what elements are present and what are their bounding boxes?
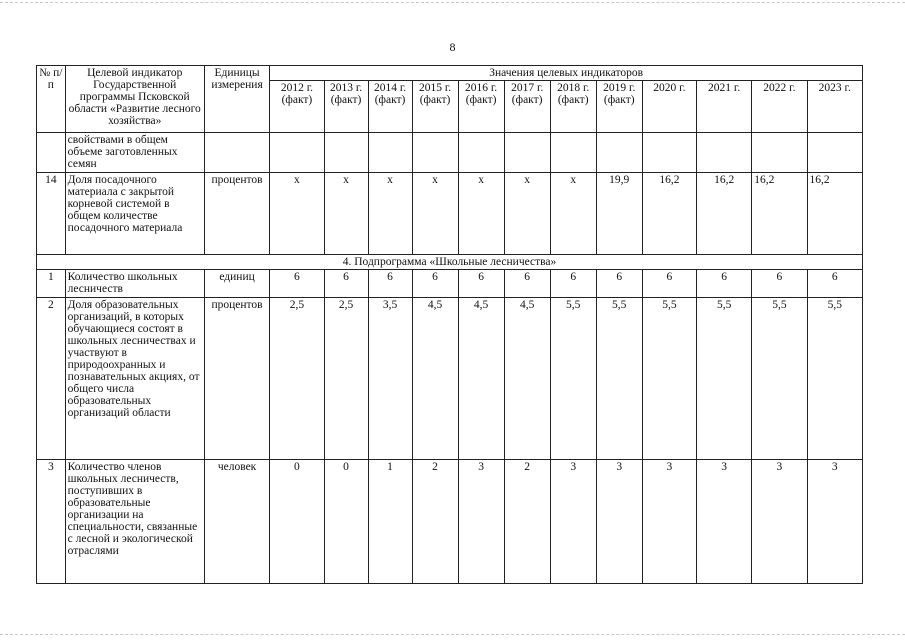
section-title-row xyxy=(37,255,863,270)
header-year: 2017 г. (факт) xyxy=(504,81,550,133)
row-value: 6 xyxy=(412,270,458,298)
row-value: 16,2 xyxy=(807,173,863,255)
row-num: 2 xyxy=(37,298,66,460)
row-value: 6 xyxy=(807,270,863,298)
row-value: 16,2 xyxy=(752,173,807,255)
row-value: 6 xyxy=(752,270,807,298)
row-value: 3 xyxy=(642,460,696,584)
row-value xyxy=(458,133,504,173)
row-value xyxy=(270,133,324,173)
row-indicator: Доля образовательных организаций, в которых обучающиеся состоят в школьных лесничествах и участвуют в природоохранных и познавательных акциях, от общего числа образовательных организаций области xyxy=(65,298,204,460)
row-value: 5,5 xyxy=(697,298,752,460)
row-value: 16,2 xyxy=(642,173,696,255)
row-value: х xyxy=(270,173,324,255)
row-unit xyxy=(204,133,269,173)
row-value: х xyxy=(368,173,412,255)
table-row-2 xyxy=(37,298,863,460)
row-value: 0 xyxy=(270,460,324,584)
scan-edge-bottom xyxy=(0,634,905,636)
row-value: 5,5 xyxy=(550,298,596,460)
row-value: 4,5 xyxy=(412,298,458,460)
row-value: 3,5 xyxy=(368,298,412,460)
row-value xyxy=(412,133,458,173)
table-row-continuation xyxy=(37,133,863,173)
row-value: 5,5 xyxy=(642,298,696,460)
header-year: 2023 г. xyxy=(807,81,863,133)
row-value: 5,5 xyxy=(596,298,642,460)
row-value: 6 xyxy=(270,270,324,298)
row-value xyxy=(368,133,412,173)
row-value: х xyxy=(412,173,458,255)
header-unit: Единицы измерения xyxy=(204,66,269,133)
row-indicator: Количество членов школьных лесничеств, поступивших в образовательные организации на специальности, связанные с лесной и экологической отраслями xyxy=(65,460,204,584)
row-value xyxy=(752,133,807,173)
row-num: 1 xyxy=(37,270,66,298)
row-value: 3 xyxy=(752,460,807,584)
row-value: 2,5 xyxy=(270,298,324,460)
header-year: 2012 г. (факт) xyxy=(270,81,324,133)
row-value: 6 xyxy=(368,270,412,298)
header-year: 2021 г. xyxy=(697,81,752,133)
row-value: 5,5 xyxy=(807,298,863,460)
row-indicator: свойствами в общем объеме заготовленных семян xyxy=(65,133,204,173)
header-row-1 xyxy=(37,66,863,81)
header-values-group: Значения целевых индикаторов xyxy=(270,66,863,81)
header-year: 2018 г. (факт) xyxy=(550,81,596,133)
table-row-14 xyxy=(37,173,863,255)
header-year: 2013 г. (факт) xyxy=(324,81,368,133)
row-value: 2 xyxy=(504,460,550,584)
row-value: 3 xyxy=(596,460,642,584)
row-value: х xyxy=(504,173,550,255)
row-value: 3 xyxy=(458,460,504,584)
row-value xyxy=(697,133,752,173)
row-value: 6 xyxy=(642,270,696,298)
section-title: 4. Подпрограмма «Школьные лесничества» xyxy=(37,255,863,270)
row-unit: процентов xyxy=(204,298,269,460)
row-value: 6 xyxy=(324,270,368,298)
header-indicator: Целевой индикатор Государственной программы Псковской области «Развитие лесного хозяйства» xyxy=(65,66,204,133)
row-value: 2,5 xyxy=(324,298,368,460)
row-value xyxy=(807,133,863,173)
row-value: 6 xyxy=(550,270,596,298)
row-unit: человек xyxy=(204,460,269,584)
row-value: 0 xyxy=(324,460,368,584)
table-row-1 xyxy=(37,270,863,298)
row-value: х xyxy=(324,173,368,255)
row-value xyxy=(596,133,642,173)
row-value: 4,5 xyxy=(458,298,504,460)
row-value: 5,5 xyxy=(752,298,807,460)
row-value xyxy=(550,133,596,173)
row-unit: единиц xyxy=(204,270,269,298)
row-value: 6 xyxy=(458,270,504,298)
row-value xyxy=(324,133,368,173)
row-indicator: Количество школьных лесничеств xyxy=(65,270,204,298)
header-year: 2016 г. (факт) xyxy=(458,81,504,133)
row-value xyxy=(504,133,550,173)
header-year: 2015 г. (факт) xyxy=(412,81,458,133)
row-unit: процентов xyxy=(204,173,269,255)
target-indicators-table xyxy=(36,65,863,584)
row-value: 3 xyxy=(550,460,596,584)
header-year: 2020 г. xyxy=(642,81,696,133)
row-num: 3 xyxy=(37,460,66,584)
row-value: 19,9 xyxy=(596,173,642,255)
row-value: 4,5 xyxy=(504,298,550,460)
row-value: 3 xyxy=(697,460,752,584)
row-indicator: Доля посадочного материала с закрытой корневой системой в общем количестве посадочного материала xyxy=(65,173,204,255)
row-num xyxy=(37,133,66,173)
row-value: 3 xyxy=(807,460,863,584)
row-value: 1 xyxy=(368,460,412,584)
header-year: 2022 г. xyxy=(752,81,807,133)
table-row-3 xyxy=(37,460,863,584)
header-year: 2014 г. (факт) xyxy=(368,81,412,133)
page-number: 8 xyxy=(449,40,456,54)
row-value: 6 xyxy=(596,270,642,298)
header-year: 2019 г. (факт) xyxy=(596,81,642,133)
row-value: х xyxy=(458,173,504,255)
row-value: 2 xyxy=(412,460,458,584)
row-value xyxy=(642,133,696,173)
row-value: 16,2 xyxy=(697,173,752,255)
header-num: № п/п xyxy=(37,66,66,133)
row-value: 6 xyxy=(504,270,550,298)
scan-edge-top xyxy=(0,2,905,4)
row-num: 14 xyxy=(37,173,66,255)
row-value: х xyxy=(550,173,596,255)
row-value: 6 xyxy=(697,270,752,298)
